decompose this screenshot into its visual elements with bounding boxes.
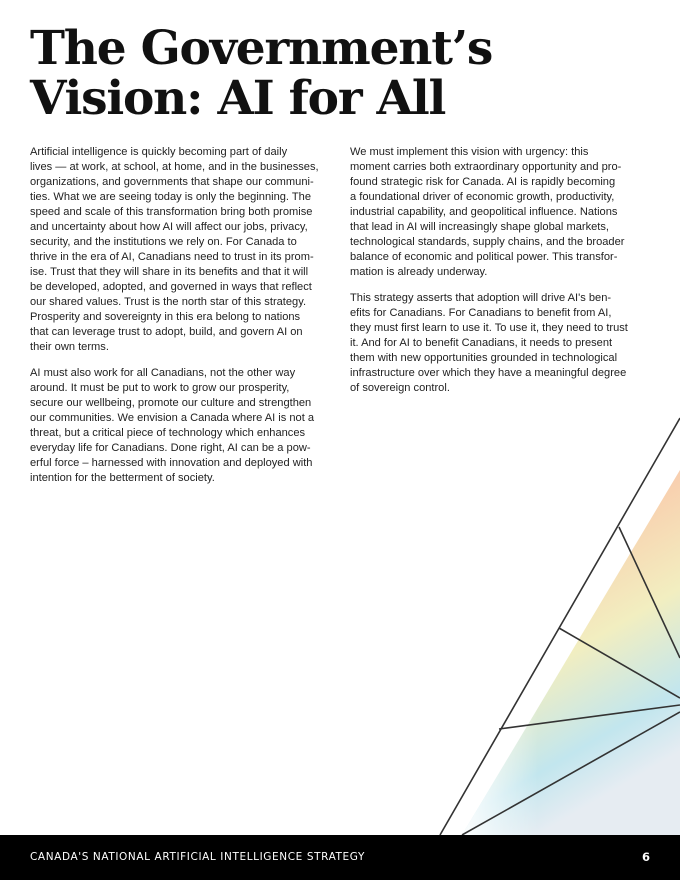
- text-line: everyday life for Canadians. Done right, AI can be a pow-: [30, 442, 311, 454]
- text-line: We must implement this vision with urgency: this: [350, 146, 589, 158]
- text-line: mation is already underway.: [350, 266, 488, 278]
- text-line: AI must also work for all Canadians, not the other way: [30, 367, 296, 379]
- text-line: ties. What we are seeing today is only the beginning. The: [30, 191, 312, 203]
- text-line: Prosperity and sovereignty in this era belong to nations: [30, 311, 301, 323]
- left-paragraph-1: [30, 145, 328, 355]
- text-line: a foundational driver of economic growth, productivity,: [350, 191, 615, 203]
- text-line: This strategy asserts that adoption will drive AI's ben-: [350, 292, 612, 304]
- right-paragraph-2: [350, 291, 648, 396]
- text-line: infrastructure over which they have a meaningful degree: [350, 367, 627, 379]
- prism-gradient-fade: [462, 470, 680, 835]
- text-line: they must first learn to use it. To use it, they need to trust: [350, 322, 628, 334]
- decorative-prism-graphic: [430, 410, 680, 835]
- text-line: industrial capability, and geopolitical influence. Nations: [350, 206, 618, 218]
- text-line: it. And for AI to benefit Canadians, it needs to present: [350, 337, 613, 349]
- text-line: Artificial intelligence is quickly becoming part of daily: [30, 146, 288, 158]
- left-column: [30, 145, 328, 497]
- text-line: around. It must be put to work to grow our prosperity,: [30, 382, 290, 394]
- text-line: organizations, and governments that shape our communi-: [30, 176, 314, 188]
- text-line: thrive in the era of AI, Canadians need to trust in its prom-: [30, 251, 314, 263]
- page-title-line-2: Vision: AI for All: [30, 71, 446, 126]
- text-line: their own terms.: [30, 341, 109, 353]
- text-line: security, and the institutions we rely on. For Canada to: [30, 236, 297, 248]
- text-line: intention for the betterment of society.: [30, 472, 215, 484]
- text-line: lives — at work, at school, at home, and in the businesses,: [30, 161, 319, 173]
- text-line: of sovereign control.: [350, 382, 450, 394]
- text-line: speed and scale of this transformation bring both promise: [30, 206, 313, 218]
- page-footer: [0, 835, 680, 880]
- text-line: technological standards, supply chains, and the broader: [350, 236, 625, 248]
- text-line: that can leverage trust to adopt, build, and govern AI on: [30, 326, 303, 338]
- text-line: ise. Trust that they will share in its benefits and that it will: [30, 266, 309, 278]
- text-line: our shared values. Trust is the north star of this strategy.: [30, 296, 307, 308]
- text-line: erful force – harnessed with innovation and deployed with: [30, 457, 313, 469]
- text-line: moment carries both extraordinary opportunity and pro-: [350, 161, 622, 173]
- page-title-line-1: The Government’s: [30, 21, 493, 76]
- text-line: balance of economic and political power. This transfor-: [350, 251, 618, 263]
- text-line: and uncertainty about how AI will affect our jobs, privacy,: [30, 221, 308, 233]
- text-line: our communities. We envision a Canada where AI is not a: [30, 412, 315, 424]
- text-line: that lead in AI will increasingly shape global markets,: [350, 221, 609, 233]
- text-line: them with new opportunities grounded in technological: [350, 352, 618, 364]
- text-line: secure our wellbeing, promote our culture and strengthen: [30, 397, 312, 409]
- right-paragraph-1: [350, 145, 648, 280]
- page-title: [30, 21, 493, 126]
- text-line: efits for Canadians. For Canadians to benefit from AI,: [350, 307, 612, 319]
- left-paragraph-2: [30, 366, 328, 486]
- text-line: threat, but a critical piece of technology which enhances: [30, 427, 306, 439]
- right-column: [350, 145, 648, 407]
- footer-page-number: 6: [641, 850, 650, 864]
- footer-document-title: CANADA'S NATIONAL ARTIFICIAL INTELLIGENCE STRATEGY: [30, 851, 366, 863]
- text-line: found strategic risk for Canada. AI is rapidly becoming: [350, 176, 616, 188]
- text-line: be developed, adopted, and governed in ways that reflect: [30, 281, 312, 293]
